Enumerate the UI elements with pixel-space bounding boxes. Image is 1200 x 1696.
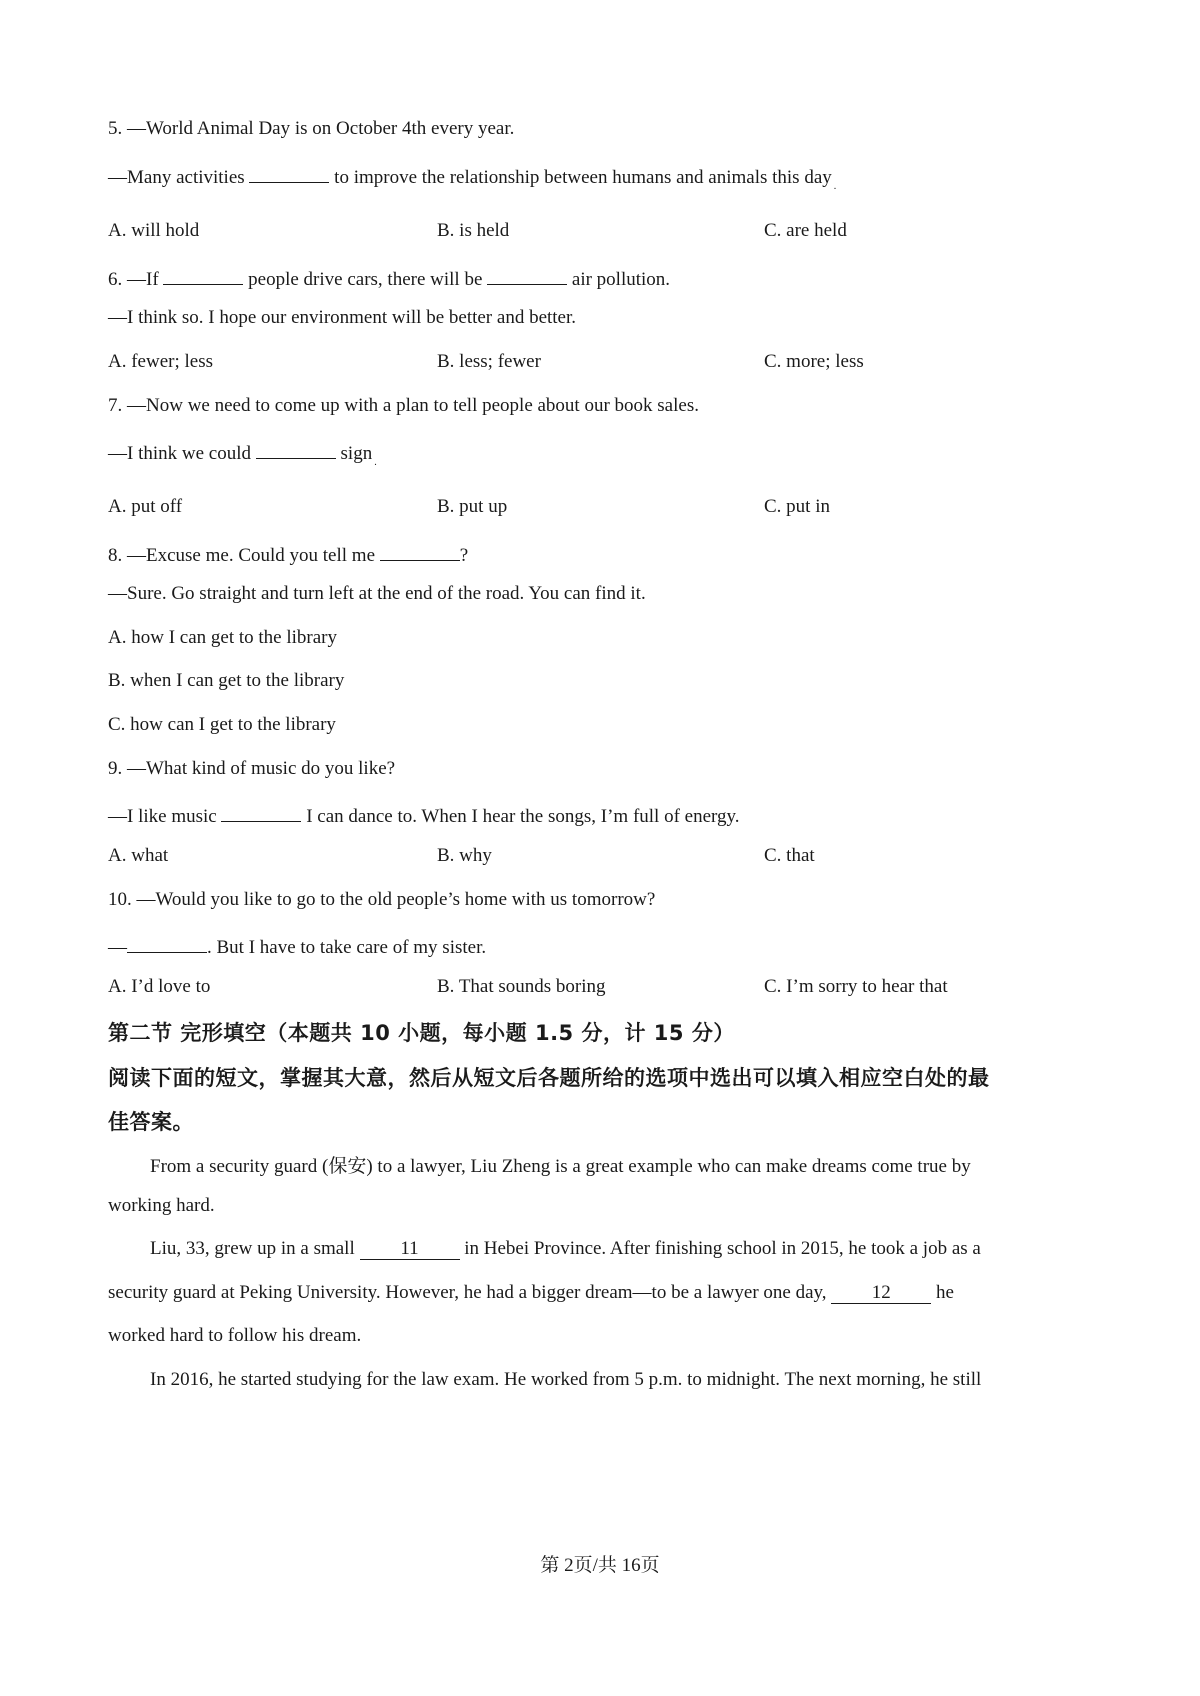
question-text: 6. —If — [108, 268, 159, 290]
section-instruction: 阅读下面的短文，掌握其大意，然后从短文后各题所给的选项中选出可以填入相应空白处的最 — [108, 1066, 990, 1090]
question-5-prompt — [108, 118, 514, 140]
option-a: A. fewer; less — [108, 351, 213, 372]
question-7-response — [108, 438, 377, 468]
response-text: sign — [340, 442, 373, 464]
option-a: A. how I can get to the library — [108, 627, 337, 648]
passage-text: security guard at Peking University. However, he had a bigger dream—to be a lawyer one day, — [108, 1282, 827, 1303]
answer-blank — [380, 540, 460, 561]
option-c: C. I’m sorry to hear that — [764, 976, 948, 997]
response-text: I can dance to. When I hear the songs, I’m full of energy. — [306, 805, 740, 827]
cloze-blank-12: 12 — [831, 1282, 931, 1304]
question-9-response — [108, 801, 740, 828]
passage-paragraph-2-cont — [108, 1282, 954, 1304]
passage-text: in Hebei Province. After finishing school in 2015, he took a job as a — [464, 1238, 981, 1259]
question-9-prompt: 9. —What kind of music do you like? — [108, 758, 396, 779]
question-8-response: —Sure. Go straight and turn left at the end of the road. You can find it. — [108, 583, 646, 604]
page-number-footer: 第 2页/共 16页 — [540, 1555, 660, 1576]
question-8-prompt — [108, 540, 468, 567]
passage-paragraph-2 — [150, 1238, 981, 1260]
option-c: C. how can I get to the library — [108, 714, 336, 735]
option-c: C. more; less — [764, 351, 864, 372]
section-instruction-cont: 佳答案。 — [108, 1110, 194, 1134]
passage-text: Liu, 33, grew up in a small — [150, 1238, 355, 1259]
answer-blank — [256, 438, 336, 459]
option-a: A. what — [108, 845, 169, 866]
response-text: to improve the relationship between humans and animals this day — [334, 166, 832, 188]
passage-paragraph-1: From a security guard (保安) to a lawyer, Liu Zheng is a great example who can make dreams come true by — [150, 1156, 971, 1177]
dot-mark: . — [833, 180, 837, 192]
option-b: B. why — [437, 845, 492, 866]
question-text: 8. —Excuse me. Could you tell me — [108, 544, 376, 566]
option-a: A. will hold — [108, 220, 200, 241]
question-10-prompt: 10. —Would you like to go to the old people’s home with us tomorrow? — [108, 889, 656, 910]
answer-blank — [487, 264, 567, 285]
option-c: C. are held — [764, 220, 847, 241]
response-text: — — [108, 936, 127, 958]
answer-blank — [127, 932, 207, 953]
option-a: A. put off — [108, 496, 183, 517]
option-c: C. that — [764, 845, 815, 866]
answer-blank — [163, 264, 243, 285]
question-5-response — [108, 162, 836, 192]
question-text: ? — [459, 544, 469, 566]
question-7-prompt: 7. —Now we need to come up with a plan to tell people about our book sales. — [108, 395, 699, 416]
question-6-response: —I think so. I hope our environment will be better and better. — [108, 307, 577, 328]
passage-paragraph-1-cont: working hard. — [108, 1195, 215, 1216]
option-b: B. That sounds boring — [437, 976, 606, 997]
question-text: people drive cars, there will be — [248, 268, 483, 290]
option-a: A. I’d love to — [108, 976, 211, 997]
response-text: . But I have to take care of my sister. — [207, 936, 487, 958]
option-b: B. put up — [437, 496, 508, 517]
answer-blank — [221, 801, 301, 822]
question-text: air pollution. — [571, 268, 671, 290]
response-text: —Many activities — [108, 166, 245, 188]
question-10-response — [108, 932, 486, 959]
option-c: C. put in — [764, 496, 830, 517]
question-text: 5. —World Animal Day is on October 4th every year. — [108, 118, 515, 139]
response-text: —I think we could — [108, 442, 252, 464]
passage-paragraph-3: In 2016, he started studying for the law exam. He worked from 5 p.m. to midnight. The next morning, he still — [150, 1369, 982, 1390]
answer-blank — [249, 162, 329, 183]
cloze-blank-11: 11 — [360, 1238, 460, 1260]
option-b: B. when I can get to the library — [108, 670, 345, 691]
question-6-prompt — [108, 264, 670, 291]
response-text: —I like music — [108, 805, 217, 827]
option-b: B. less; fewer — [437, 351, 541, 372]
passage-text: he — [936, 1282, 954, 1303]
section-heading: 第二节 完形填空（本题共 10 小题，每小题 1.5 分，计 15 分） — [108, 1021, 735, 1045]
dot-mark: . — [374, 456, 377, 468]
passage-paragraph-2-end: worked hard to follow his dream. — [108, 1325, 362, 1346]
option-b: B. is held — [437, 220, 510, 241]
